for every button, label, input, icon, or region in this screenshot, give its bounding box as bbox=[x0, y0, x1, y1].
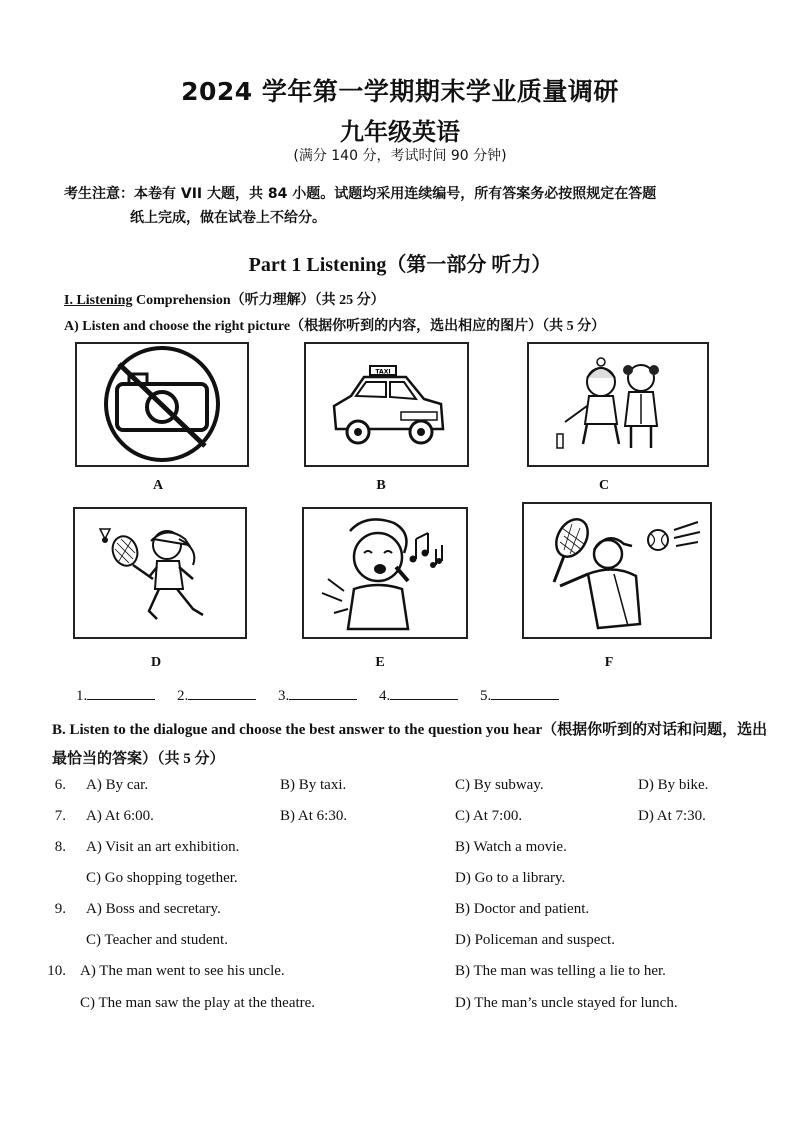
children-firecracker-icon bbox=[529, 344, 707, 465]
exam-score-time: (满分 140 分，考试时间 90 分钟) bbox=[293, 148, 507, 164]
picture-f bbox=[522, 502, 712, 639]
question-10-number: 10. bbox=[47, 963, 66, 979]
question-7-number: 7. bbox=[54, 808, 66, 824]
question-9-option-b[interactable]: B) Doctor and patient. bbox=[455, 901, 590, 917]
picture-b-label: B bbox=[376, 478, 386, 493]
question-8-number: 8. bbox=[54, 839, 66, 855]
question-8-option-a[interactable]: A) Visit an art exhibition. bbox=[86, 839, 240, 855]
question-10-option-a[interactable]: A) The man went to see his uncle. bbox=[80, 963, 285, 979]
picture-d-label: D bbox=[150, 655, 162, 670]
answer-blank-5[interactable]: 5. bbox=[480, 685, 559, 705]
question-8-option-c[interactable]: C) Go shopping together. bbox=[86, 870, 238, 886]
question-9-option-c[interactable]: C) Teacher and student. bbox=[86, 932, 228, 948]
question-7-option-b[interactable]: B) At 6:30. bbox=[280, 808, 348, 824]
question-9-number: 9. bbox=[54, 901, 66, 917]
notice-line2: 纸上完成，做在试卷上不给分。 bbox=[130, 210, 326, 226]
answer-blank-4[interactable]: 4. bbox=[379, 685, 458, 705]
picture-c bbox=[527, 342, 709, 467]
singing-boy-icon bbox=[304, 509, 466, 637]
picture-f-label: F bbox=[604, 655, 614, 670]
section-b-title: B. Listen to the dialogue and choose the best answer to the question you hear（根据你听到的对话和问题，选出最恰当的答案）（共 5 分） bbox=[52, 722, 768, 767]
picture-e-label: E bbox=[375, 655, 385, 670]
picture-c-label: C bbox=[598, 478, 610, 493]
notice-line1: 本卷有 VII 大题，共 84 小题。试题均采用连续编号，所有答案务必按照规定在答题 bbox=[134, 186, 657, 202]
taxi-icon bbox=[306, 344, 467, 465]
section-i-numeral: I. Listening bbox=[64, 293, 133, 308]
question-7-option-c[interactable]: C) At 7:00. bbox=[455, 808, 523, 824]
badminton-player-icon bbox=[75, 509, 245, 637]
notice-label: 考生注意： bbox=[64, 186, 134, 202]
picture-a bbox=[75, 342, 249, 467]
exam-title: 2024 学年第一学期期末学业质量调研 bbox=[181, 77, 619, 106]
question-6-option-a[interactable]: A) By car. bbox=[86, 777, 149, 793]
section-a-title: A) Listen and choose the right picture（根据你听到的内容，选出相应的图片）（共 5 分） bbox=[64, 319, 606, 334]
no-camera-icon bbox=[77, 344, 247, 465]
part1-title: Part 1 Listening（第一部分 听力） bbox=[248, 254, 552, 276]
question-8-option-d[interactable]: D) Go to a library. bbox=[455, 870, 566, 886]
question-6-number: 6. bbox=[54, 777, 66, 793]
question-6-option-d[interactable]: D) By bike. bbox=[638, 777, 709, 793]
question-10-option-c[interactable]: C) The man saw the play at the theatre. bbox=[80, 995, 316, 1011]
picture-a-label: A bbox=[152, 478, 164, 493]
question-10-option-d[interactable]: D) The man’s uncle stayed for lunch. bbox=[455, 995, 678, 1011]
question-6-option-c[interactable]: C) By subway. bbox=[455, 777, 544, 793]
question-6-option-b[interactable]: B) By taxi. bbox=[280, 777, 347, 793]
tennis-player-icon bbox=[524, 504, 710, 637]
question-8-option-b[interactable]: B) Watch a movie. bbox=[455, 839, 567, 855]
section-i-rest: Comprehension（听力理解）（共 25 分） bbox=[132, 293, 385, 308]
picture-d bbox=[73, 507, 247, 639]
answer-blank-3[interactable]: 3. bbox=[278, 685, 357, 705]
answer-blank-2[interactable]: 2. bbox=[177, 685, 256, 705]
exam-subject: 九年级英语 bbox=[340, 118, 460, 146]
question-9-option-a[interactable]: A) Boss and secretary. bbox=[86, 901, 221, 917]
section-i-title bbox=[64, 289, 385, 309]
answer-blanks bbox=[76, 685, 577, 705]
question-10-option-b[interactable]: B) The man was telling a lie to her. bbox=[455, 963, 666, 979]
question-7-option-d[interactable]: D) At 7:30. bbox=[638, 808, 706, 824]
picture-e bbox=[302, 507, 468, 639]
question-9-option-d[interactable]: D) Policeman and suspect. bbox=[455, 932, 615, 948]
answer-blank-1[interactable]: 1. bbox=[76, 685, 155, 705]
picture-b bbox=[304, 342, 469, 467]
exam-notice bbox=[64, 182, 754, 230]
question-7-option-a[interactable]: A) At 6:00. bbox=[86, 808, 154, 824]
taxi-sign-text: TAXI bbox=[375, 368, 391, 376]
